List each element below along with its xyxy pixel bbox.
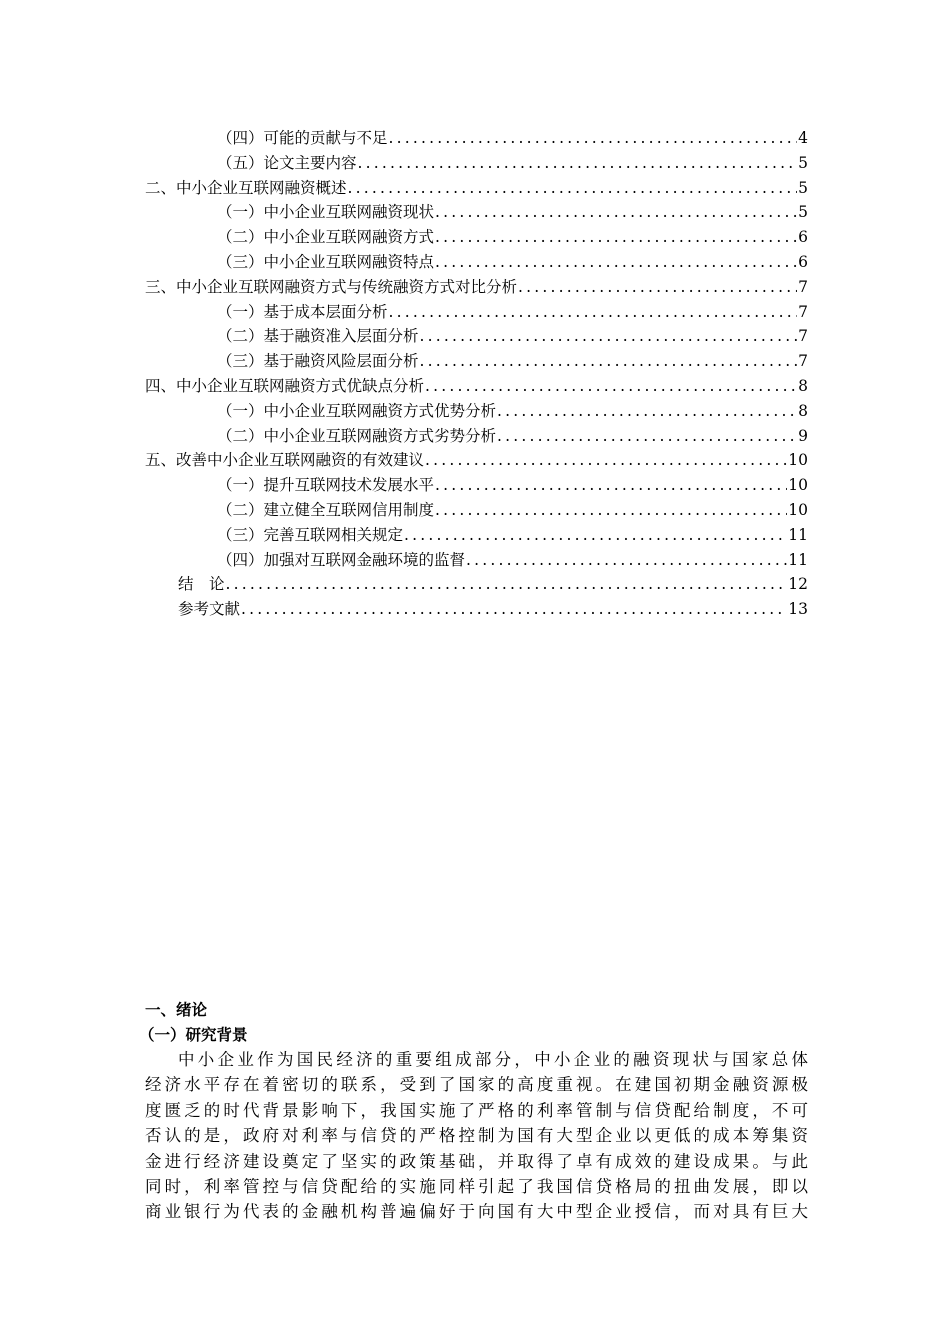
toc-leader-dots — [497, 427, 797, 445]
toc-entry-page: 10 — [788, 451, 808, 470]
paragraph-line: 金进行经济建设奠定了坚实的政策基础，并取得了卓有成效的建设成果。与此 — [145, 1151, 808, 1171]
toc-entry-page: 11 — [788, 550, 808, 569]
toc-entry-title: （一）中小企业互联网融资现状 — [217, 203, 435, 222]
toc-entry-title: 结 论 — [178, 575, 225, 594]
toc-leader-dots — [435, 253, 797, 271]
subsection-heading: （一）研究背景 — [139, 1025, 248, 1044]
toc-entry-page: 7 — [798, 277, 808, 296]
toc-entry-title: （三）中小企业互联网融资特点 — [217, 252, 435, 271]
toc-entry-page: 10 — [788, 500, 808, 519]
toc-leader-dots — [389, 303, 798, 321]
toc-leader-dots — [518, 278, 797, 296]
paragraph-line: 商业银行为代表的金融机构普遍偏好于向国有大中型企业授信，而对具有巨大 — [145, 1202, 808, 1222]
toc-entry-title: 二、中小企业互联网融资概述 — [145, 178, 347, 197]
toc-entry-title: （二）基于融资准入层面分析 — [217, 327, 419, 346]
toc-entry-page: 5 — [798, 153, 808, 172]
toc-leader-dots — [420, 352, 798, 370]
toc-entry[interactable] — [145, 126, 808, 151]
toc-leader-dots — [466, 551, 787, 569]
toc-entry-title: （五）论文主要内容 — [217, 153, 357, 172]
toc-leader-dots — [389, 129, 798, 147]
toc-entry-page: 11 — [788, 525, 808, 544]
toc-entry-page: 7 — [798, 352, 808, 371]
toc-entry-title: 参考文献 — [178, 600, 241, 619]
toc-entry-title: 三、中小企业互联网融资方式与传统融资方式对比分析 — [145, 277, 518, 296]
toc-entry[interactable] — [145, 548, 808, 573]
toc-entry[interactable] — [145, 473, 808, 498]
toc-leader-dots — [404, 526, 787, 544]
toc-leader-dots — [425, 451, 787, 469]
toc-entry-page: 8 — [798, 376, 808, 395]
toc-leader-dots — [358, 154, 798, 172]
toc-entry-page: 12 — [788, 575, 808, 594]
toc-entry[interactable] — [145, 597, 808, 622]
toc-leader-dots — [226, 575, 788, 593]
toc-entry-page: 5 — [798, 203, 808, 222]
toc-entry[interactable] — [145, 424, 808, 449]
toc-entry-title: （四）加强对互联网金融环境的监督 — [217, 550, 466, 569]
toc-entry-page: 9 — [798, 426, 808, 445]
toc-entry-page: 6 — [798, 228, 808, 247]
toc-entry-page: 13 — [788, 600, 808, 619]
paragraph-line: 度匮乏的时代背景影响下，我国实施了严格的利率管制与信贷配给制度，不可 — [145, 1100, 808, 1120]
toc-entry[interactable] — [145, 176, 808, 201]
toc-entry-title: （二）中小企业互联网融资方式 — [217, 228, 435, 247]
toc-leader-dots — [425, 377, 797, 395]
toc-entry[interactable] — [145, 200, 808, 225]
toc-entry-title: （二）中小企业互联网融资方式劣势分析 — [217, 426, 497, 445]
toc-entry[interactable] — [145, 374, 808, 399]
toc-entry-title: （一）基于成本层面分析 — [217, 302, 388, 321]
toc-entry[interactable] — [145, 300, 808, 325]
toc-leader-dots — [497, 402, 797, 420]
toc-entry[interactable] — [145, 523, 808, 548]
toc-entry-page: 5 — [798, 178, 808, 197]
toc-entry[interactable] — [145, 324, 808, 349]
toc-entry-title: （三）完善互联网相关规定 — [217, 525, 404, 544]
toc-entry[interactable] — [145, 399, 808, 424]
toc-leader-dots — [241, 600, 787, 618]
body-paragraph — [145, 1047, 808, 1225]
toc-leader-dots — [435, 501, 787, 519]
toc-entry[interactable] — [145, 275, 808, 300]
section-heading: 一、绪论 — [145, 1000, 208, 1019]
toc-entry[interactable] — [145, 349, 808, 374]
paragraph-line: 否认的是，政府对利率与信贷的严格控制为国有大型企业以更低的成本筹集资 — [145, 1126, 808, 1146]
toc-entry[interactable] — [145, 225, 808, 250]
toc-entry-page: 10 — [788, 476, 808, 495]
toc-entry-title: （一）中小企业互联网融资方式优势分析 — [217, 401, 497, 420]
toc-entry[interactable] — [145, 448, 808, 473]
toc-entry-page: 7 — [798, 327, 808, 346]
toc-entry-title: 五、改善中小企业互联网融资的有效建议 — [145, 451, 425, 470]
toc-entry[interactable] — [145, 250, 808, 275]
toc-leader-dots — [435, 476, 787, 494]
toc-entry-title: （三）基于融资风险层面分析 — [217, 352, 419, 371]
paragraph-line: 中小企业作为国民经济的重要组成部分，中小企业的融资现状与国家总体 — [178, 1050, 808, 1069]
paragraph-line: 经济水平存在着密切的联系，受到了国家的高度重视。在建国初期金融资源极 — [145, 1075, 808, 1095]
toc-entry-page: 8 — [798, 401, 808, 420]
toc-entry[interactable] — [145, 572, 808, 597]
toc-leader-dots — [420, 327, 798, 345]
toc-entry-page: 7 — [798, 302, 808, 321]
table-of-contents — [145, 126, 808, 622]
toc-entry[interactable] — [145, 498, 808, 523]
toc-leader-dots — [435, 228, 797, 246]
toc-leader-dots — [348, 179, 798, 197]
toc-entry-page: 6 — [798, 252, 808, 271]
body-section — [139, 997, 808, 1225]
toc-entry-title: （二）建立健全互联网信用制度 — [217, 500, 435, 519]
paragraph-line: 同时，利率管控与信贷配给的实施同样引起了我国信贷格局的扭曲发展，即以 — [145, 1177, 808, 1197]
toc-entry-title: （四）可能的贡献与不足 — [217, 129, 388, 147]
toc-entry[interactable] — [145, 151, 808, 176]
toc-entry-page: 4 — [798, 129, 808, 147]
toc-entry-title: （一）提升互联网技术发展水平 — [217, 476, 435, 495]
toc-leader-dots — [435, 203, 797, 221]
toc-entry-title: 四、中小企业互联网融资方式优缺点分析 — [145, 376, 425, 395]
